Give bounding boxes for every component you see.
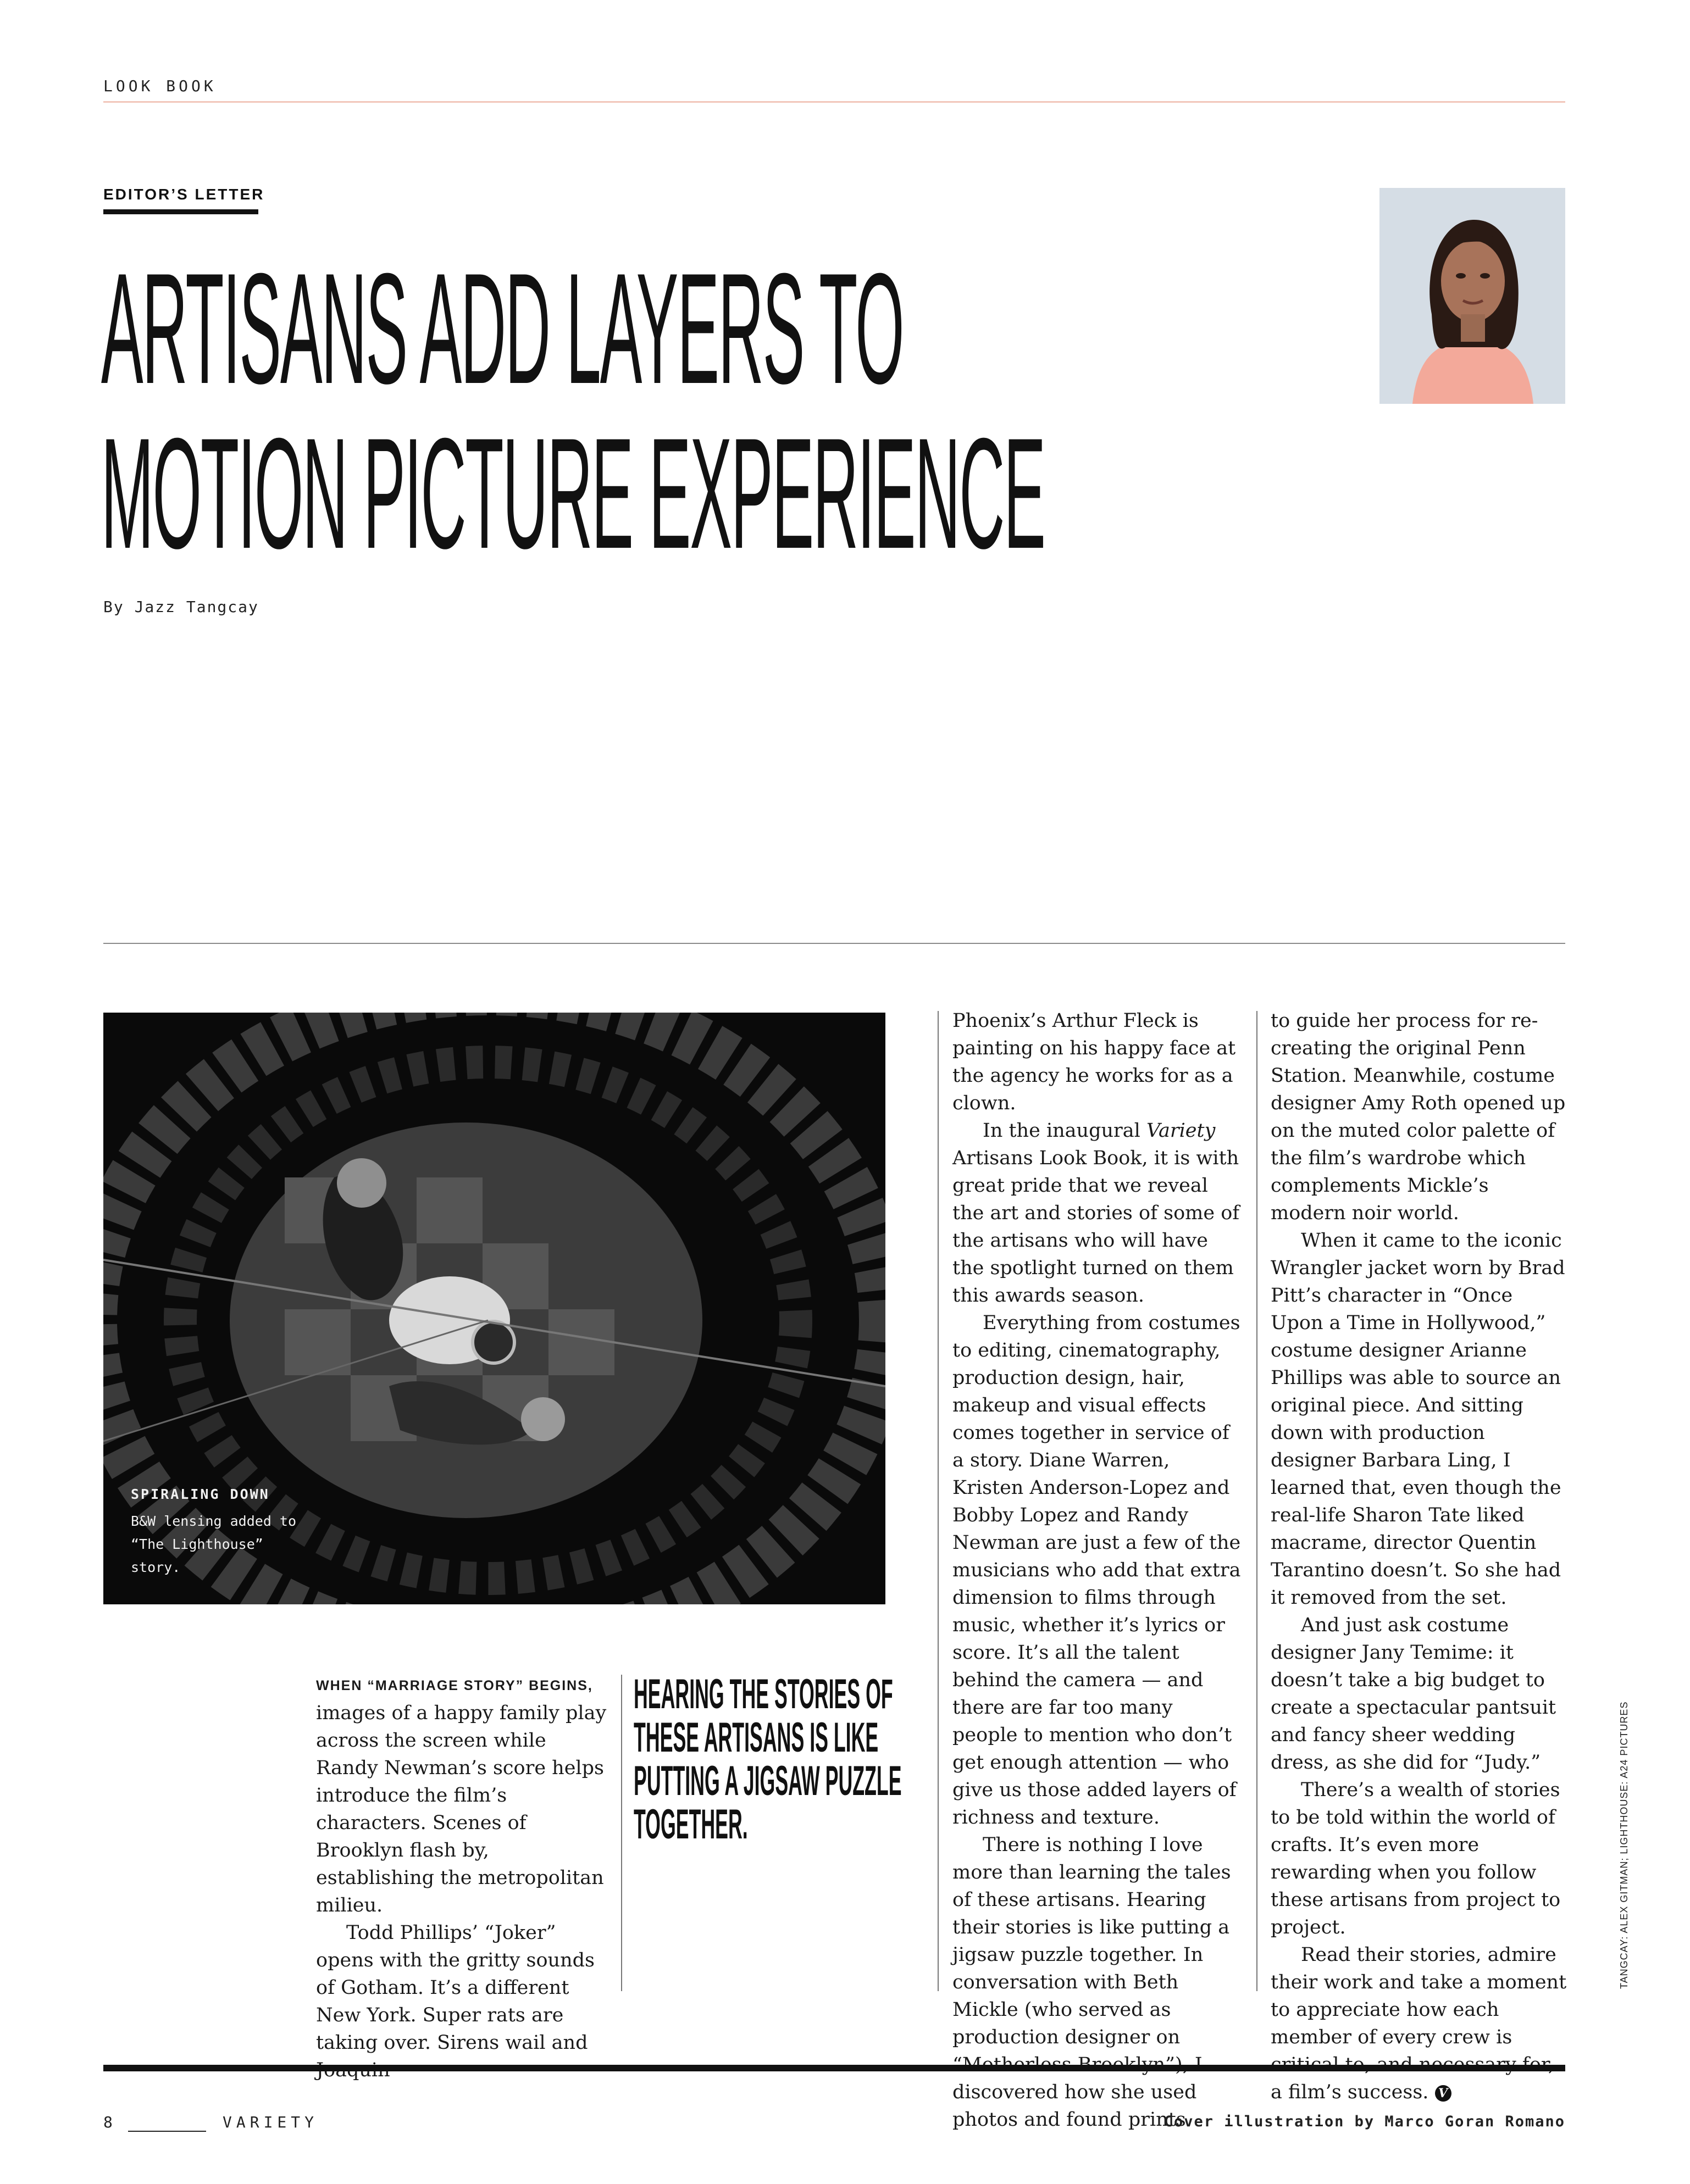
author-portrait [1379, 188, 1565, 404]
lead-in: WHEN “MARRIAGE STORY” BEGINS, [316, 1678, 593, 1693]
headline-line-2: MOTION PICTURE EXPERIENCE [101, 405, 1045, 581]
headline-line-1: ARTISANS ADD LAYERS TO [101, 240, 904, 416]
paragraph-text: Read their stories, admire their work and take a moment to appreciate how each member of every crew is a film’s success. [1271, 1944, 1567, 2103]
byline: By Jazz Tangcay [103, 598, 259, 616]
column-rule [938, 1011, 939, 1991]
page-number: 8 [103, 2113, 113, 2131]
end-mark-icon: V [1435, 2085, 1451, 2102]
body-paragraph: And just ask costume designer Jany Temime: it doesn’t take a big budget to create a spectacular pantsuit and fancy sheer wedding dress, as she did for “Judy.” [1271, 1614, 1556, 1774]
body-paragraph [316, 1670, 613, 1919]
body-paragraph: Everything from costumes to editing, cinematography, production design, hair, makeup and visual effects comes together in service of a story. Diane Warren, Kristen Anderson-Lopez and Bobby Lopez and Randy Newman are just a few of the musicians who add that extra dimension to films through music, whether it’s lyrics or score. It’s all the talent behind the camera — and there are far too many people to mention who don’t get enough attention — who give us those added layers of richness and texture. [952, 1312, 1241, 1829]
kicker-underline [103, 209, 258, 214]
paragraph-text: In the inaugural [983, 1120, 1146, 1142]
author-portrait-image [1379, 188, 1565, 404]
photo-caption-text: B&W lensing added to “The Lighthouse” story. [131, 1513, 297, 1575]
kicker-label: EDITOR’S LETTER [103, 186, 265, 203]
body-paragraph: to guide her process for re-creating the original Penn Station. Meanwhile, costume designer Amy Roth opened up on the muted color palette of the film’s wardrobe which complements Mickle’s modern noir world. [1271, 1010, 1566, 1224]
footer-bar [103, 2065, 1565, 2071]
body-paragraph: Todd Phillips’ “Joker” opens with the gritty sounds of Gotham. It’s a different New York. Super rats are taking over. Sirens wail and [316, 1922, 595, 2054]
cover-credit: Cover illustration by Marco Goran Romano [1163, 2113, 1565, 2130]
footer-divider [128, 2131, 206, 2132]
publication-name: Variety [1146, 1120, 1216, 1142]
headline [101, 240, 1045, 581]
body-paragraph [1271, 1941, 1567, 2106]
column-rule [621, 1675, 622, 1991]
photo-credit: TANGCAY: ALEX GITMAN; LIGHTHOUSE: A24 PICTURES [1619, 1701, 1630, 1989]
body-column-3 [952, 1007, 1244, 2133]
lighthouse-photo [103, 1013, 885, 1604]
section-label: LOOK BOOK [103, 77, 217, 95]
publication-name: VARIETY [223, 2113, 319, 2131]
body-paragraph: Phoenix’s Arthur Fleck is painting on his happy face at the agency he works for as a clown. [952, 1010, 1236, 1114]
body-column-1 [316, 1670, 613, 2084]
column-rule [1256, 1011, 1257, 1991]
photo-caption [131, 1486, 362, 1579]
paragraph-text: Artisans Look Book, it is with great pride that we reveal the art and stories of some of the artisans who will have the spotlight turned on them this awards season. [952, 1147, 1240, 1307]
body-column-4 [1271, 1007, 1567, 2106]
paragraph-text: images of a happy family play across the screen while Randy Newman’s score helps introduce the film’s characters. Scenes of Brooklyn flash by, establishing the metropolitan milieu. [316, 1702, 607, 1916]
section-divider [103, 943, 1565, 944]
body-paragraph: There is nothing I love more than learning the tales of these artisans. Hearing their stories is like putting a jigsaw puzzle together. In conversation with Beth Mickle (who served as production designer on discovered how she used photos and found prints [952, 1834, 1231, 2131]
body-paragraph [952, 1117, 1244, 1309]
photo-caption-title: SPIRALING DOWN [131, 1486, 270, 1502]
pull-quote: HEARING THE STORIES OF THESE ARTISANS IS LIKE PUTTING A JIGSAW PUZZLE TOGETHER. [634, 1671, 902, 1848]
section-rule [103, 101, 1565, 103]
body-paragraph: There’s a wealth of stories to be told within the world of crafts. It’s even more rewarding when you follow these artisans from project to project. [1271, 1779, 1561, 1938]
body-paragraph: When it came to the iconic Wrangler jacket worn by Brad Pitt’s character in “Once Upon a Time in Hollywood,” costume designer Arianne Phillips was able to source an original piece. And sitting down with production designer Barbara Ling, I learned that, even though the real-life Sharon Tate liked macrame, director Quentin Tarantino doesn’t. So she had it removed from the set. [1271, 1230, 1565, 1609]
